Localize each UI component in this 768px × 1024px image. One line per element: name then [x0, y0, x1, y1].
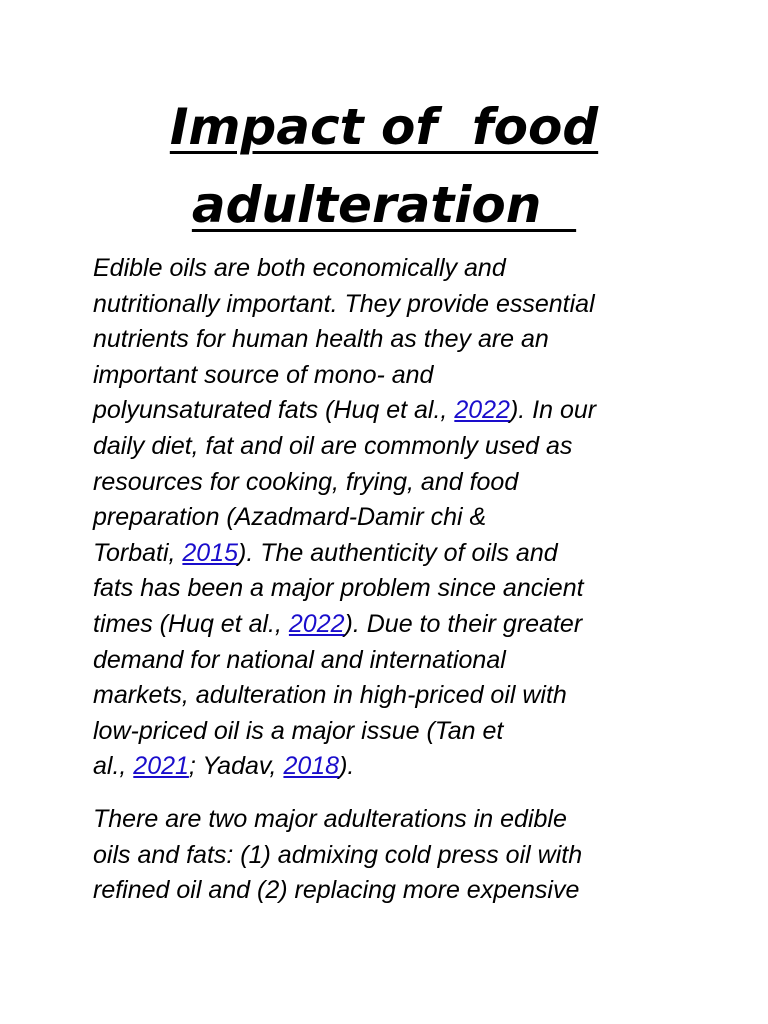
title-line-2: adulteration — [191, 176, 577, 234]
text-run: nutritionally important. They provide essential — [93, 289, 595, 318]
text-line — [93, 714, 693, 750]
text-run: polyunsaturated fats (Huq et al., — [93, 396, 455, 425]
text-line — [93, 358, 693, 394]
text-run: resources for cooking, frying, and food — [93, 467, 519, 496]
text-run: ). In our — [509, 396, 597, 425]
paragraph-1 — [93, 251, 693, 785]
text-line — [93, 251, 693, 287]
text-run: ). The authenticity of oils and — [238, 538, 558, 567]
text-line — [93, 643, 693, 679]
text-run: refined oil and (2) replacing more expensive — [93, 876, 580, 905]
text-run: low-priced oil is a major issue (Tan et — [93, 716, 504, 745]
citation-link-huq-2022[interactable]: 2022 — [288, 609, 345, 638]
text-line — [93, 607, 693, 643]
text-run: ). Due to their greater — [344, 609, 583, 638]
text-line — [93, 287, 693, 323]
citation-link-huq-2022[interactable]: 2022 — [454, 396, 510, 425]
text-run: oils and fats: (1) admixing cold press oil with — [93, 840, 583, 869]
text-run: demand for national and international — [93, 645, 506, 674]
text-line — [93, 500, 693, 536]
text-run: important source of mono- and — [93, 360, 434, 389]
text-run: times (Huq et al., — [93, 609, 289, 638]
text-run: nutrients for human health as they are an — [93, 325, 549, 354]
text-run: markets, adulteration in high-priced oil with — [93, 681, 567, 710]
citation-link-tan-2021[interactable]: 2021 — [133, 752, 189, 781]
text-run: ; Yadav, — [188, 752, 284, 781]
document-title — [60, 88, 708, 244]
citation-link-yadav-2018[interactable]: 2018 — [283, 752, 340, 781]
text-line — [93, 393, 693, 429]
text-run: Edible oils are both economically and — [93, 254, 506, 282]
text-line — [93, 536, 693, 572]
text-run: ). — [339, 752, 355, 781]
citation-link-torbati-2015[interactable]: 2015 — [182, 538, 239, 567]
document-body — [93, 251, 693, 909]
text-line — [93, 322, 693, 358]
text-run: fats has been a major problem since ancient — [93, 574, 584, 603]
text-line — [93, 429, 693, 465]
text-line — [93, 838, 693, 874]
text-run: There are two major adulterations in edible — [93, 804, 567, 833]
title-line-1: Impact of food — [169, 98, 599, 156]
text-line — [93, 873, 693, 909]
text-run: daily diet, fat and oil are commonly used as — [93, 431, 573, 460]
text-run: preparation (Azadmard-Damir chi & — [93, 503, 487, 532]
text-run: Torbati, — [93, 538, 183, 567]
text-line — [93, 749, 693, 785]
text-run: al., — [93, 752, 134, 781]
text-line — [93, 678, 693, 714]
paragraph-2 — [93, 802, 693, 909]
text-line — [93, 465, 693, 501]
text-line — [93, 802, 693, 838]
text-line — [93, 571, 693, 607]
